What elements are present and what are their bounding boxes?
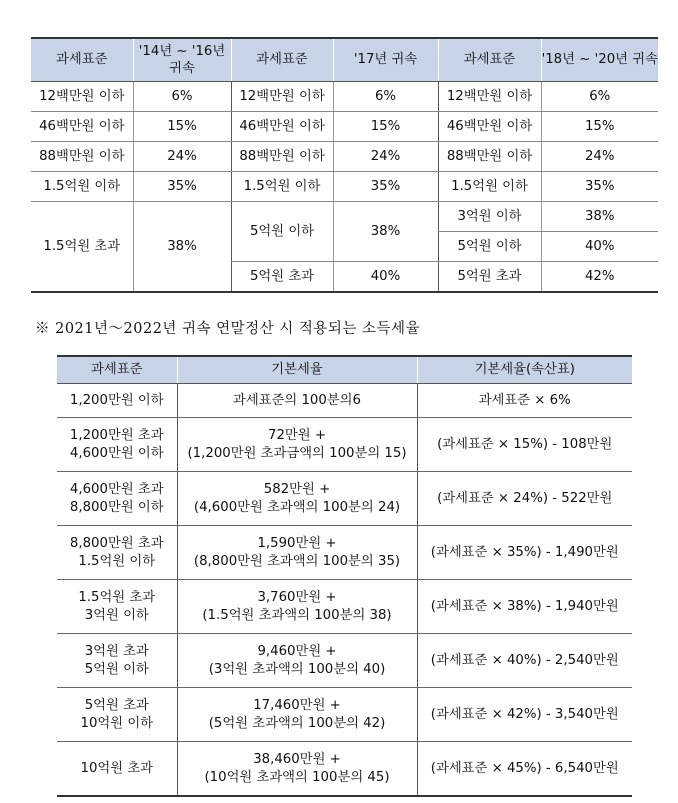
section-title: ※ 2021년～2022년 귀속 연말정산 시 적용되는 소득세율	[35, 321, 421, 337]
cell: 35%	[333, 172, 438, 202]
table-row	[57, 634, 632, 688]
cell: (과세표준 × 35%) - 1,490만원	[417, 526, 632, 580]
cell: 38%	[333, 202, 438, 262]
table-row	[31, 82, 658, 112]
cell: (과세표준 × 42%) - 3,540만원	[417, 688, 632, 742]
cell: 24%	[133, 142, 231, 172]
base-line: 1.5억원 이하	[78, 553, 156, 569]
cell: 15%	[133, 112, 231, 142]
rate-line: 3,760만원 +	[257, 590, 337, 606]
base-line: 4,600만원 이하	[69, 445, 164, 461]
cell	[57, 526, 177, 580]
rate-line: 38,460만원 +	[253, 752, 341, 768]
cell: 1.5억원 이하	[31, 172, 133, 202]
table-row	[57, 580, 632, 634]
header-period-14-16: '14년 ~ '16년 귀속	[133, 38, 231, 82]
cell: 24%	[333, 142, 438, 172]
cell: 12백만원 이하	[31, 82, 133, 112]
cell: 24%	[541, 142, 658, 172]
base-line: 8,800만원 초과	[69, 536, 164, 552]
rate-line: (8,800만원 초과액의 100분의 35)	[193, 553, 401, 569]
tax-rate-history-table	[31, 37, 658, 293]
rate-line: (3억원 초과액의 100분의 40)	[208, 661, 386, 677]
cell: 5억원 초과	[438, 262, 541, 293]
cell: 1,200만원 이하	[57, 384, 177, 418]
cell: 35%	[133, 172, 231, 202]
header-tax-base: 과세표준	[31, 38, 133, 82]
rate-line: (4,600만원 초과액의 100분의 24)	[193, 499, 401, 515]
table-row	[31, 202, 658, 232]
cell: 46백만원 이하	[231, 112, 333, 142]
cell: 12백만원 이하	[438, 82, 541, 112]
cell: 46백만원 이하	[31, 112, 133, 142]
cell: (과세표준 × 38%) - 1,940만원	[417, 580, 632, 634]
cell: 40%	[541, 232, 658, 262]
base-line: 3억원 초과	[84, 644, 149, 660]
cell	[57, 418, 177, 472]
cell: 15%	[541, 112, 658, 142]
cell	[177, 742, 417, 797]
cell	[57, 580, 177, 634]
cell	[57, 688, 177, 742]
income-tax-rate-table	[57, 355, 632, 797]
cell: (과세표준 × 24%) - 522만원	[417, 472, 632, 526]
cell	[177, 634, 417, 688]
cell: 35%	[541, 172, 658, 202]
rate-line: 72만원 +	[268, 428, 326, 444]
cell: (과세표준 × 40%) - 2,540만원	[417, 634, 632, 688]
table-row	[57, 418, 632, 472]
table-row	[31, 112, 658, 142]
base-line: 5억원 초과	[84, 698, 149, 714]
header-tax-base: 과세표준	[438, 38, 541, 82]
cell: 15%	[333, 112, 438, 142]
cell: 88백만원 이하	[31, 142, 133, 172]
cell: 과세표준 × 6%	[417, 384, 632, 418]
base-line: 3억원 이하	[84, 607, 149, 623]
cell: 6%	[133, 82, 231, 112]
cell: 12백만원 이하	[231, 82, 333, 112]
table-header-row	[57, 356, 632, 384]
table-row	[57, 384, 632, 418]
header-tax-base: 과세표준	[57, 356, 177, 384]
base-line: 1,200만원 초과	[69, 428, 164, 444]
header-period-18-20: '18년 ~ '20년 귀속	[541, 38, 658, 82]
cell: 과세표준의 100분의6	[177, 384, 417, 418]
cell: 10억원 초과	[57, 742, 177, 797]
cell: 1.5억원 이하	[438, 172, 541, 202]
base-line: 10억원 이하	[80, 715, 154, 731]
header-tax-base: 과세표준	[231, 38, 333, 82]
rate-line: (10억원 초과액의 100분의 45)	[204, 769, 390, 785]
header-basic-rate: 기본세율	[177, 356, 417, 384]
cell	[177, 418, 417, 472]
rate-line: 582만원 +	[263, 482, 331, 498]
cell: 1.5억원 초과	[31, 202, 133, 293]
rate-line: (5억원 초과액의 100분의 42)	[208, 715, 386, 731]
cell	[177, 472, 417, 526]
base-line: 8,800만원 이하	[69, 499, 164, 515]
table-row	[57, 472, 632, 526]
cell: 3억원 이하	[438, 202, 541, 232]
rate-line: 1,590만원 +	[257, 536, 337, 552]
cell: 5억원 이하	[231, 202, 333, 262]
table-row	[31, 142, 658, 172]
cell	[177, 580, 417, 634]
cell: 6%	[541, 82, 658, 112]
cell: 46백만원 이하	[438, 112, 541, 142]
cell: (과세표준 × 15%) - 108만원	[417, 418, 632, 472]
cell	[177, 526, 417, 580]
cell: 5억원 초과	[231, 262, 333, 293]
cell: 1.5억원 이하	[231, 172, 333, 202]
cell	[57, 472, 177, 526]
rate-line: (1.5억원 초과액의 100분의 38)	[202, 607, 392, 623]
cell: 5억원 이하	[438, 232, 541, 262]
cell	[177, 688, 417, 742]
base-line: 4,600만원 초과	[69, 482, 164, 498]
header-period-17: '17년 귀속	[333, 38, 438, 82]
table-row	[31, 172, 658, 202]
cell: 40%	[333, 262, 438, 293]
rate-line: 9,460만원 +	[257, 644, 337, 660]
cell: 42%	[541, 262, 658, 293]
table-header-row	[31, 38, 658, 82]
base-line: 5억원 이하	[84, 661, 149, 677]
cell: 6%	[333, 82, 438, 112]
cell: 88백만원 이하	[438, 142, 541, 172]
rate-line: 17,460만원 +	[253, 698, 341, 714]
cell: 88백만원 이하	[231, 142, 333, 172]
cell: (과세표준 × 45%) - 6,540만원	[417, 742, 632, 797]
table-row	[57, 688, 632, 742]
rate-line: (1,200만원 초과금액의 100분의 15)	[187, 445, 407, 461]
table-row	[57, 526, 632, 580]
cell	[57, 634, 177, 688]
cell: 38%	[133, 202, 231, 293]
table-row	[57, 742, 632, 797]
base-line: 1.5억원 초과	[78, 590, 156, 606]
cell: 38%	[541, 202, 658, 232]
header-quick-calc: 기본세율(속산표)	[417, 356, 632, 384]
